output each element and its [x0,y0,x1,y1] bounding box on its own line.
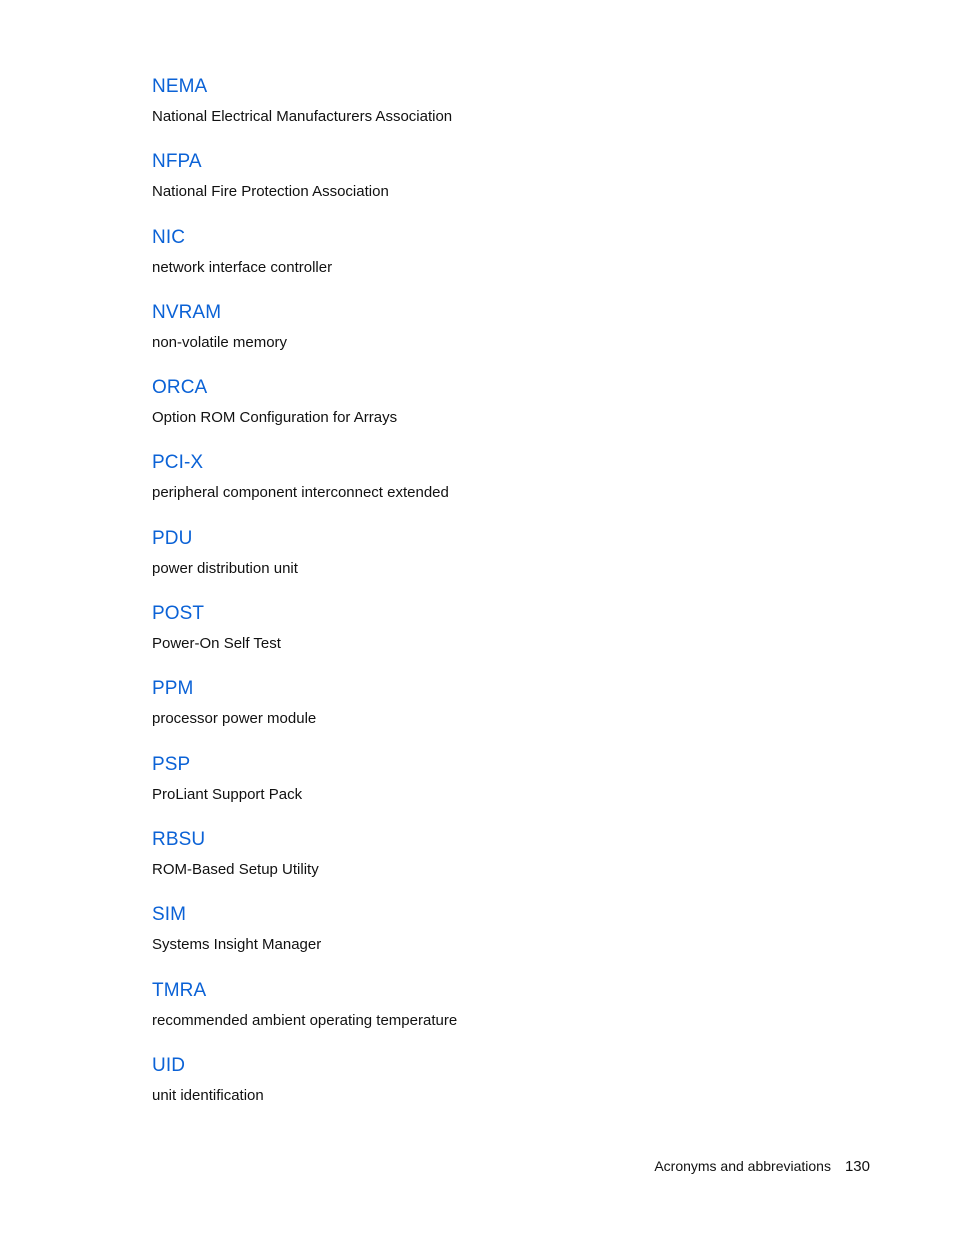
definition-uid: unit identification [152,1086,264,1104]
term-nfpa: NFPA [152,151,202,173]
definition-nema: National Electrical Manufacturers Association [152,108,453,125]
definition-tmra: recommended ambient operating temperature [152,1011,458,1029]
term-ppm: PPM [152,678,194,700]
glossary-entry-sim [152,903,852,978]
definition-orca: Option ROM Configuration for Arrays [152,409,398,427]
glossary-entry-orca [152,376,852,451]
glossary-entry-nema [152,75,852,150]
glossary-entry-pdu [152,527,852,602]
page-number: 130 [844,1158,870,1175]
glossary-entry-pci-x [152,451,852,526]
term-nema: NEMA [152,76,208,97]
term-pci-x: PCI-X [152,452,204,474]
glossary-entry-nvram [152,301,852,376]
glossary-entry-tmra [152,979,852,1054]
definition-pci-x: peripheral component interconnect extended [152,484,449,502]
footer-section-title: Acronyms and abbreviations [654,1158,831,1174]
glossary-entry-ppm [152,677,852,752]
term-nvram: NVRAM [152,301,222,323]
term-pdu: PDU [152,527,193,549]
definition-post: Power-On Self Test [152,635,281,653]
term-post: POST [152,603,205,625]
glossary-entry-nic [152,226,852,301]
page-footer [654,1158,870,1175]
definition-rbsu: ROM-Based Setup Utility [152,860,319,878]
definition-psp: ProLiant Support Pack [152,785,303,803]
glossary-entry-uid [152,1054,852,1129]
definition-ppm: processor power module [152,710,317,728]
glossary-list [152,75,852,1129]
glossary-entry-rbsu [152,828,852,903]
term-tmra: TMRA [152,979,207,1001]
term-sim: SIM [152,904,187,926]
definition-pdu: power distribution unit [152,559,298,577]
term-psp: PSP [152,753,191,775]
term-nic: NIC [152,226,186,248]
term-rbsu: RBSU [152,828,206,850]
glossary-entry-psp [152,753,852,828]
term-uid: UID [152,1054,186,1076]
definition-nic: network interface controller [152,258,333,276]
glossary-entry-post [152,602,852,677]
definition-nvram: non-volatile memory [152,333,288,351]
definition-sim: Systems Insight Manager [152,936,322,954]
term-orca: ORCA [152,377,208,399]
glossary-entry-nfpa [152,150,852,225]
definition-nfpa: National Fire Protection Association [152,183,389,201]
